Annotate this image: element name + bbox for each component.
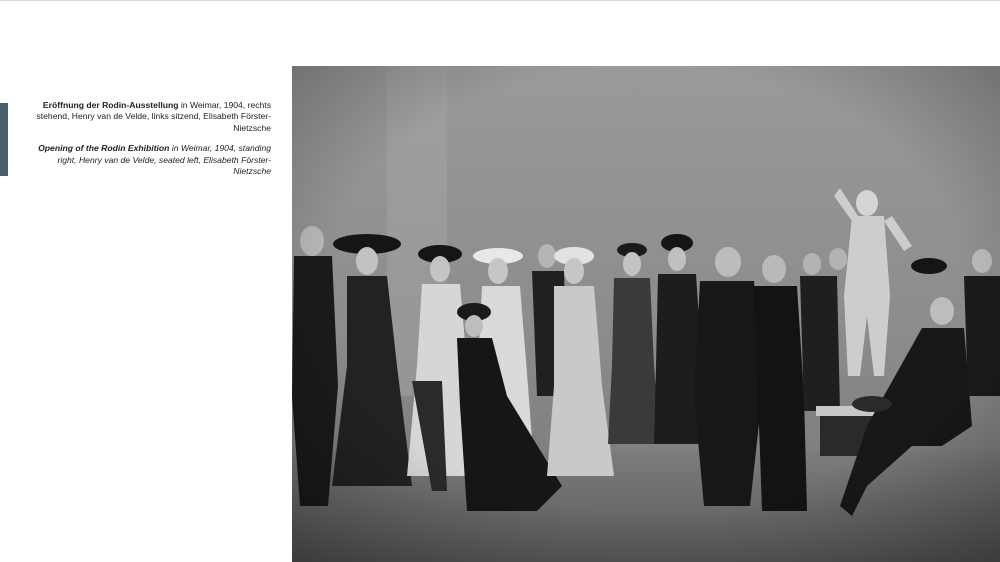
caption-english-text: in Weimar, 1904, standing right, Henry van de Velde, seated left, Elisabeth Förster-Nietzsche: [57, 143, 271, 177]
caption-german-text: in Weimar, 1904, rechts stehend, Henry van de Velde, links sitzend, Elisabeth Förster-Nietzsche: [36, 100, 271, 133]
accent-bar: [0, 103, 8, 176]
caption-german-title: Eröffnung der Rodin-Ausstellung: [42, 100, 179, 110]
photo-caption: [20, 100, 271, 186]
caption-english-title: Opening of the Rodin Exhibition: [38, 143, 170, 154]
exhibition-photograph: [292, 66, 1000, 562]
caption-german: [20, 100, 271, 134]
top-rule: [0, 0, 1000, 1]
caption-english: [20, 143, 271, 177]
